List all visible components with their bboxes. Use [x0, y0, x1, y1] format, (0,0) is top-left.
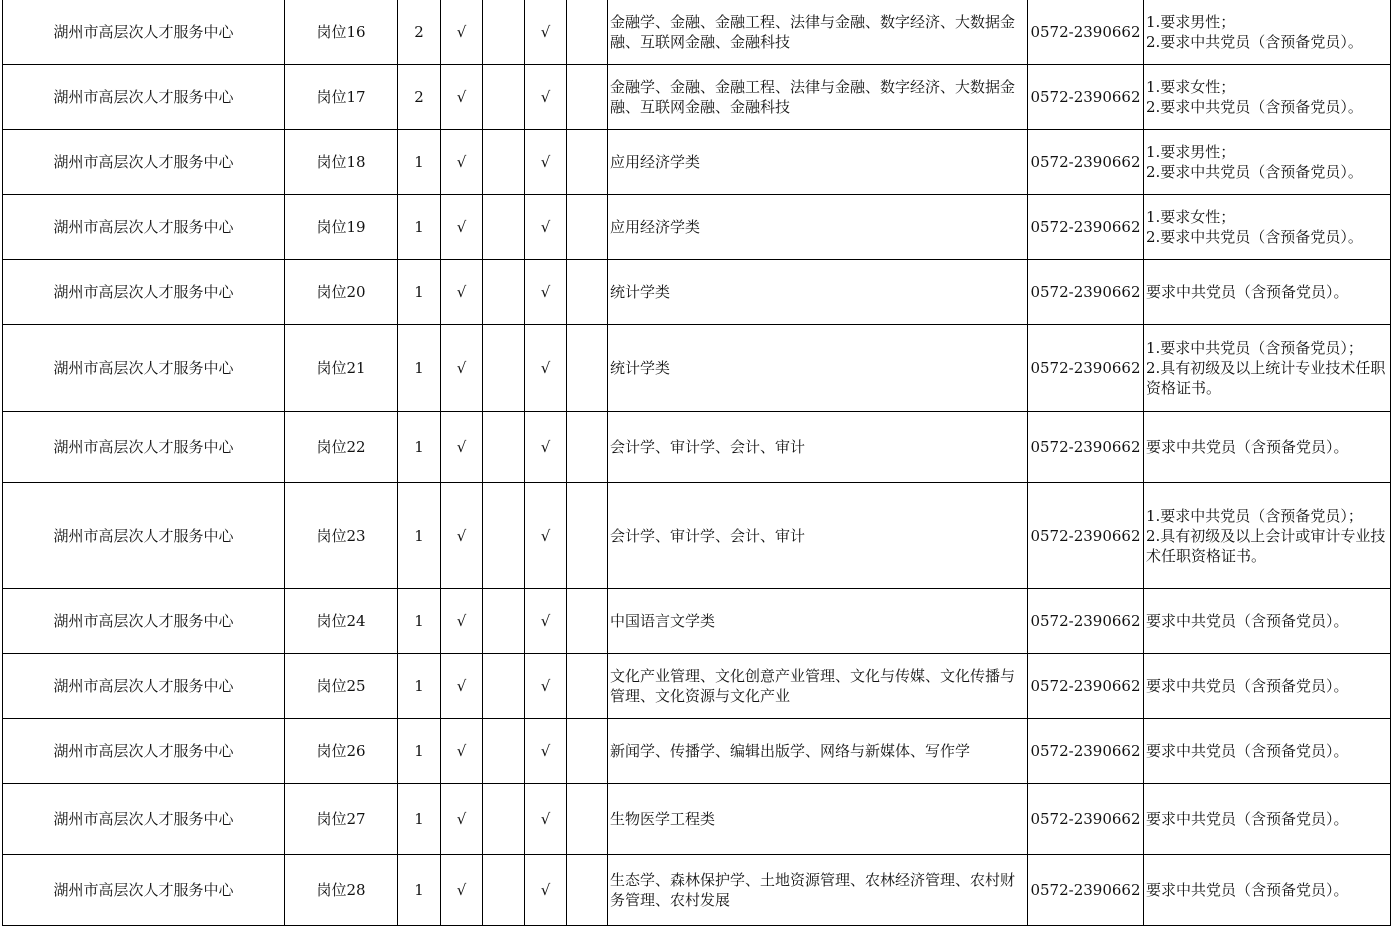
check-cell-b: [483, 65, 525, 130]
unit-cell: 湖州市高层次人才服务中心: [3, 654, 285, 719]
check-cell-c: √: [525, 654, 567, 719]
table-row: [3, 654, 1391, 719]
table-row: [3, 0, 1391, 65]
major-cell: 应用经济学类: [608, 130, 1028, 195]
check-cell-a: √: [441, 784, 483, 855]
check-cell-b: [483, 195, 525, 260]
check-cell-d: [567, 719, 608, 784]
check-cell-a: √: [441, 195, 483, 260]
note-cell: 要求中共党员（含预备党员）。: [1144, 855, 1391, 926]
post-cell: 岗位23: [285, 483, 398, 589]
count-cell: 1: [398, 483, 441, 589]
check-cell-b: [483, 325, 525, 412]
note-cell: 要求中共党员（含预备党员）。: [1144, 654, 1391, 719]
check-cell-b: [483, 784, 525, 855]
table-row: [3, 260, 1391, 325]
post-cell: 岗位16: [285, 0, 398, 65]
post-cell: 岗位22: [285, 412, 398, 483]
check-cell-a: √: [441, 65, 483, 130]
check-cell-d: [567, 325, 608, 412]
table-row: [3, 589, 1391, 654]
note-cell: 要求中共党员（含预备党员）。: [1144, 784, 1391, 855]
check-cell-a: √: [441, 325, 483, 412]
check-cell-d: [567, 130, 608, 195]
post-cell: 岗位20: [285, 260, 398, 325]
phone-cell: 0572-2390662: [1028, 260, 1144, 325]
table-row: [3, 325, 1391, 412]
phone-cell: 0572-2390662: [1028, 412, 1144, 483]
check-cell-c: √: [525, 0, 567, 65]
check-cell-b: [483, 260, 525, 325]
note-cell: 1.要求男性； 2.要求中共党员（含预备党员）。: [1144, 130, 1391, 195]
phone-cell: 0572-2390662: [1028, 855, 1144, 926]
unit-cell: 湖州市高层次人才服务中心: [3, 483, 285, 589]
check-cell-c: √: [525, 589, 567, 654]
check-cell-d: [567, 589, 608, 654]
check-cell-a: √: [441, 260, 483, 325]
check-cell-c: √: [525, 260, 567, 325]
table-body: [3, 0, 1391, 926]
note-cell: 1.要求中共党员（含预备党员）； 2.具有初级及以上会计或审计专业技术任职资格证书。: [1144, 483, 1391, 589]
check-cell-c: √: [525, 784, 567, 855]
major-cell: 金融学、金融、金融工程、法律与金融、数字经济、大数据金融、互联网金融、金融科技: [608, 0, 1028, 65]
check-cell-d: [567, 784, 608, 855]
major-cell: 生态学、森林保护学、土地资源管理、农林经济管理、农村财务管理、农村发展: [608, 855, 1028, 926]
table-row: [3, 719, 1391, 784]
unit-cell: 湖州市高层次人才服务中心: [3, 130, 285, 195]
major-cell: 应用经济学类: [608, 195, 1028, 260]
phone-cell: 0572-2390662: [1028, 784, 1144, 855]
check-cell-a: √: [441, 654, 483, 719]
phone-cell: 0572-2390662: [1028, 0, 1144, 65]
note-cell: 1.要求女性； 2.要求中共党员（含预备党员）。: [1144, 195, 1391, 260]
check-cell-b: [483, 483, 525, 589]
check-cell-b: [483, 589, 525, 654]
major-cell: 中国语言文学类: [608, 589, 1028, 654]
note-cell: 要求中共党员（含预备党员）。: [1144, 412, 1391, 483]
phone-cell: 0572-2390662: [1028, 195, 1144, 260]
note-cell: 1.要求女性； 2.要求中共党员（含预备党员）。: [1144, 65, 1391, 130]
count-cell: 1: [398, 784, 441, 855]
check-cell-b: [483, 855, 525, 926]
check-cell-d: [567, 65, 608, 130]
table-row: [3, 65, 1391, 130]
table-row: [3, 784, 1391, 855]
post-cell: 岗位27: [285, 784, 398, 855]
check-cell-b: [483, 412, 525, 483]
count-cell: 1: [398, 325, 441, 412]
phone-cell: 0572-2390662: [1028, 483, 1144, 589]
check-cell-a: √: [441, 0, 483, 65]
major-cell: 生物医学工程类: [608, 784, 1028, 855]
note-cell: 要求中共党员（含预备党员）。: [1144, 260, 1391, 325]
unit-cell: 湖州市高层次人才服务中心: [3, 784, 285, 855]
check-cell-d: [567, 195, 608, 260]
post-cell: 岗位17: [285, 65, 398, 130]
table-row: [3, 483, 1391, 589]
check-cell-b: [483, 719, 525, 784]
count-cell: 1: [398, 412, 441, 483]
post-cell: 岗位26: [285, 719, 398, 784]
unit-cell: 湖州市高层次人才服务中心: [3, 65, 285, 130]
check-cell-d: [567, 483, 608, 589]
major-cell: 新闻学、传播学、编辑出版学、网络与新媒体、写作学: [608, 719, 1028, 784]
check-cell-b: [483, 130, 525, 195]
table-row: [3, 195, 1391, 260]
check-cell-d: [567, 0, 608, 65]
table-row: [3, 412, 1391, 483]
phone-cell: 0572-2390662: [1028, 719, 1144, 784]
phone-cell: 0572-2390662: [1028, 65, 1144, 130]
check-cell-d: [567, 260, 608, 325]
check-cell-c: √: [525, 483, 567, 589]
post-cell: 岗位18: [285, 130, 398, 195]
count-cell: 1: [398, 719, 441, 784]
check-cell-c: √: [525, 412, 567, 483]
count-cell: 1: [398, 195, 441, 260]
major-cell: 会计学、审计学、会计、审计: [608, 483, 1028, 589]
check-cell-c: √: [525, 325, 567, 412]
check-cell-d: [567, 855, 608, 926]
post-cell: 岗位19: [285, 195, 398, 260]
check-cell-a: √: [441, 130, 483, 195]
phone-cell: 0572-2390662: [1028, 130, 1144, 195]
check-cell-a: √: [441, 483, 483, 589]
count-cell: 1: [398, 654, 441, 719]
count-cell: 1: [398, 589, 441, 654]
table-row: [3, 130, 1391, 195]
unit-cell: 湖州市高层次人才服务中心: [3, 412, 285, 483]
unit-cell: 湖州市高层次人才服务中心: [3, 0, 285, 65]
count-cell: 1: [398, 130, 441, 195]
unit-cell: 湖州市高层次人才服务中心: [3, 589, 285, 654]
recruitment-table: [2, 0, 1391, 926]
major-cell: 文化产业管理、文化创意产业管理、文化与传媒、文化传播与管理、文化资源与文化产业: [608, 654, 1028, 719]
post-cell: 岗位21: [285, 325, 398, 412]
major-cell: 金融学、金融、金融工程、法律与金融、数字经济、大数据金融、互联网金融、金融科技: [608, 65, 1028, 130]
unit-cell: 湖州市高层次人才服务中心: [3, 260, 285, 325]
major-cell: 会计学、审计学、会计、审计: [608, 412, 1028, 483]
post-cell: 岗位24: [285, 589, 398, 654]
check-cell-a: √: [441, 719, 483, 784]
phone-cell: 0572-2390662: [1028, 325, 1144, 412]
count-cell: 2: [398, 65, 441, 130]
check-cell-a: √: [441, 412, 483, 483]
count-cell: 1: [398, 855, 441, 926]
note-cell: 要求中共党员（含预备党员）。: [1144, 719, 1391, 784]
major-cell: 统计学类: [608, 260, 1028, 325]
check-cell-c: √: [525, 65, 567, 130]
unit-cell: 湖州市高层次人才服务中心: [3, 195, 285, 260]
check-cell-d: [567, 654, 608, 719]
check-cell-d: [567, 412, 608, 483]
check-cell-a: √: [441, 855, 483, 926]
phone-cell: 0572-2390662: [1028, 589, 1144, 654]
check-cell-c: √: [525, 130, 567, 195]
check-cell-b: [483, 0, 525, 65]
table-row: [3, 855, 1391, 926]
check-cell-c: √: [525, 195, 567, 260]
post-cell: 岗位25: [285, 654, 398, 719]
unit-cell: 湖州市高层次人才服务中心: [3, 855, 285, 926]
check-cell-a: √: [441, 589, 483, 654]
count-cell: 2: [398, 0, 441, 65]
check-cell-b: [483, 654, 525, 719]
note-cell: 1.要求中共党员（含预备党员）； 2.具有初级及以上统计专业技术任职资格证书。: [1144, 325, 1391, 412]
phone-cell: 0572-2390662: [1028, 654, 1144, 719]
major-cell: 统计学类: [608, 325, 1028, 412]
count-cell: 1: [398, 260, 441, 325]
unit-cell: 湖州市高层次人才服务中心: [3, 325, 285, 412]
unit-cell: 湖州市高层次人才服务中心: [3, 719, 285, 784]
check-cell-c: √: [525, 719, 567, 784]
post-cell: 岗位28: [285, 855, 398, 926]
note-cell: 要求中共党员（含预备党员）。: [1144, 589, 1391, 654]
note-cell: 1.要求男性； 2.要求中共党员（含预备党员）。: [1144, 0, 1391, 65]
check-cell-c: √: [525, 855, 567, 926]
